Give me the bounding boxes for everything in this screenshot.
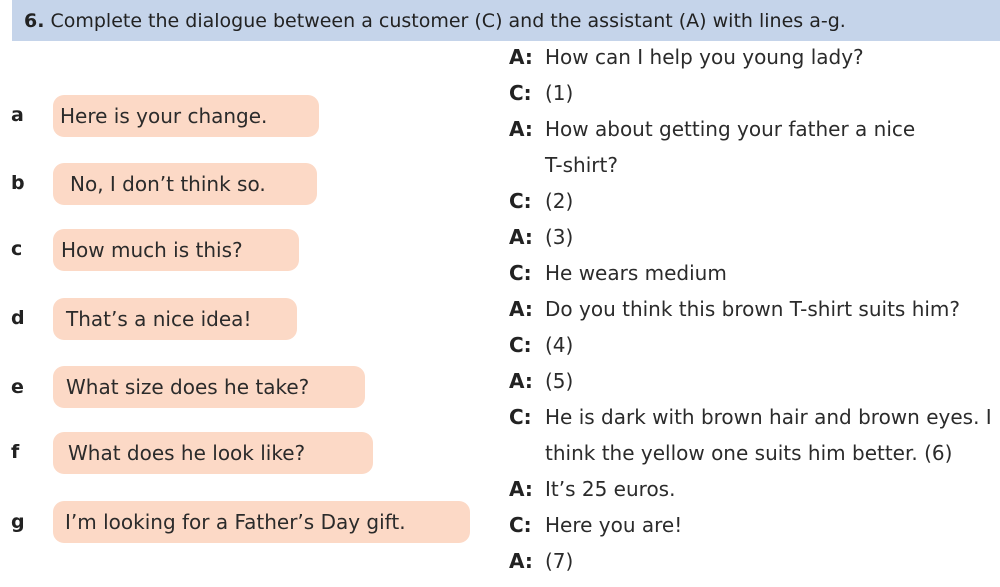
dialogue-text: He is dark with brown hair and brown eyes. I bbox=[545, 405, 992, 429]
dialogue-text: How can I help you young lady? bbox=[545, 45, 864, 69]
option-f-text: What does he look like? bbox=[68, 441, 306, 465]
speaker-label: C: bbox=[509, 333, 532, 357]
exercise-instruction: Complete the dialogue between a customer (C) and the assistant (A) with lines a-g. bbox=[50, 9, 846, 32]
dialogue-line bbox=[509, 81, 573, 105]
speaker-label: A: bbox=[509, 225, 533, 249]
dialogue-line bbox=[509, 333, 573, 357]
option-letter-e: e bbox=[11, 376, 24, 398]
dialogue-text: He wears medium bbox=[545, 261, 727, 285]
dialogue-text: (7) bbox=[545, 549, 574, 573]
speaker-label: A: bbox=[509, 45, 533, 69]
exercise-number: 6. bbox=[24, 9, 45, 32]
option-c-pill[interactable] bbox=[53, 229, 299, 271]
dialogue-text: (4) bbox=[545, 333, 574, 357]
speaker-label: C: bbox=[509, 405, 532, 429]
dialogue-line bbox=[509, 369, 573, 393]
dialogue-line bbox=[509, 477, 675, 501]
dialogue-line bbox=[509, 513, 682, 537]
speaker-label: A: bbox=[509, 549, 533, 573]
dialogue-line bbox=[509, 45, 864, 69]
dialogue-line-continuation: T-shirt? bbox=[545, 153, 618, 177]
option-b-text: No, I don’t think so. bbox=[70, 172, 266, 196]
option-letter-b: b bbox=[11, 172, 25, 194]
dialogue-line bbox=[509, 225, 573, 249]
dialogue-text: (1) bbox=[545, 81, 574, 105]
dialogue-text: (3) bbox=[545, 225, 574, 249]
dialogue-line bbox=[509, 405, 992, 429]
option-letter-c: c bbox=[11, 238, 23, 260]
option-e-pill[interactable] bbox=[53, 366, 365, 408]
option-g-text: I’m looking for a Father’s Day gift. bbox=[65, 510, 406, 534]
speaker-label: C: bbox=[509, 513, 532, 537]
dialogue-text: It’s 25 euros. bbox=[545, 477, 676, 501]
dialogue-text: (5) bbox=[545, 369, 574, 393]
speaker-label: C: bbox=[509, 81, 532, 105]
option-a-pill[interactable] bbox=[53, 95, 319, 137]
option-letter-f: f bbox=[11, 441, 20, 463]
option-f-pill[interactable] bbox=[53, 432, 373, 474]
dialogue-line bbox=[509, 297, 960, 321]
speaker-label: A: bbox=[509, 477, 533, 501]
option-d-pill[interactable] bbox=[53, 298, 297, 340]
option-b-pill[interactable] bbox=[53, 163, 317, 205]
option-letter-d: d bbox=[11, 307, 25, 329]
speaker-label: C: bbox=[509, 261, 532, 285]
option-letter-a: a bbox=[11, 104, 24, 126]
dialogue-line bbox=[509, 261, 727, 285]
exercise-header bbox=[12, 0, 1000, 41]
speaker-label: A: bbox=[509, 297, 533, 321]
option-a-text: Here is your change. bbox=[60, 104, 268, 128]
option-e-text: What size does he take? bbox=[66, 375, 310, 399]
dialogue-text: How about getting your father a nice bbox=[545, 117, 916, 141]
dialogue-line-continuation: think the yellow one suits him better. (6) bbox=[545, 441, 953, 465]
dialogue-text: Do you think this brown T-shirt suits him? bbox=[545, 297, 961, 321]
option-letter-g: g bbox=[11, 511, 25, 533]
dialogue-line bbox=[509, 189, 573, 213]
option-g-pill[interactable] bbox=[53, 501, 470, 543]
option-c-text: How much is this? bbox=[61, 238, 243, 262]
speaker-label: C: bbox=[509, 189, 532, 213]
dialogue-text: Here you are! bbox=[545, 513, 683, 537]
speaker-label: A: bbox=[509, 369, 533, 393]
dialogue-line bbox=[509, 117, 915, 141]
dialogue-line bbox=[509, 549, 573, 573]
dialogue-text: (2) bbox=[545, 189, 574, 213]
option-d-text: That’s a nice idea! bbox=[66, 307, 252, 331]
speaker-label: A: bbox=[509, 117, 533, 141]
